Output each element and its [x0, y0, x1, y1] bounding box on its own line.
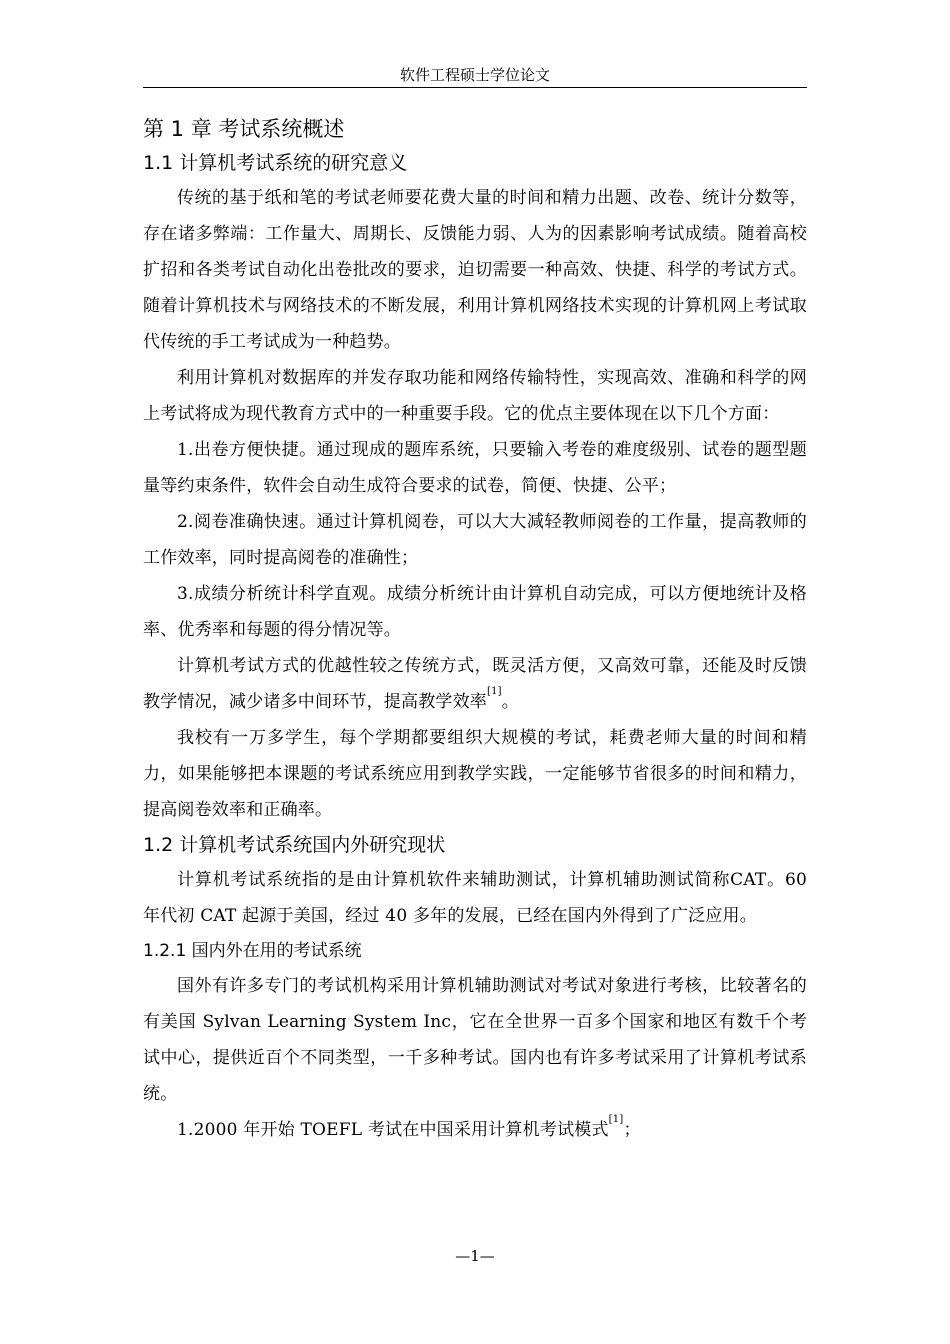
section-1-1-title: 1.1 计算机考试系统的研究意义 — [143, 152, 408, 174]
list-item: 3.成绩分析统计科学直观。成绩分析统计由计算机自动完成，可以方便地统计及格率、优秀率和每题的得分情况等。 — [143, 584, 807, 640]
section-1-2-title: 1.2 计算机考试系统国内外研究现状 — [143, 834, 446, 856]
list-item: 1.出卷方便快捷。通过现成的题库系统，只要输入考卷的难度级别、试卷的题型题量等约束条件，软件会自动生成符合要求的试卷，简便、快捷、公平； — [143, 440, 807, 496]
paragraph: 利用计算机对数据库的并发存取功能和网络传输特性，实现高效、准确和科学的网上考试将成为现代教育方式中的一种重要手段。它的优点主要体现在以下几个方面： — [143, 368, 807, 424]
paragraph: 传统的基于纸和笔的考试老师要花费大量的时间和精力出题、改卷、统计分数等，存在诸多弊端：工作量大、周期长、反馈能力弱、人为的因素影响考试成绩。随着高校扩招和各类考试自动化出卷批改的要求，迫切需要一种高效、快捷、科学的考试方式。随着计算机技术与网络技术的不断发展，利用计算机网络技术实现的计算机网上考试取代传统的手工考试成为一种趋势。 — [143, 188, 807, 352]
page-number: —1— — [455, 1247, 495, 1265]
paragraph: 我校有一万多学生，每个学期都要组织大规模的考试，耗费老师大量的时间和精力，如果能够把本课题的考试系统应用到教学实践，一定能够节省很多的时间和精力，提高阅卷效率和正确率。 — [143, 728, 807, 820]
citation-ref: [1] — [608, 1114, 624, 1125]
page-body — [143, 112, 807, 1148]
paragraph: 国外有许多专门的考试机构采用计算机辅助测试对考试对象进行考核，比较著名的有美国 Sylvan Learning System Inc，它在全世界一百多个国家和地区有数千个考试中心，提供近百个不同类型，一千多种考试。国内也有许多考试采用了计算机考试系统。 — [143, 976, 807, 1104]
list-item: 2.阅卷准确快速。通过计算机阅卷，可以大大减轻教师阅卷的工作量，提高教师的工作效率，同时提高阅卷的准确性； — [143, 512, 807, 568]
paragraph-end: 。 — [501, 692, 519, 712]
paragraph: 计算机考试系统指的是由计算机软件来辅助测试，计算机辅助测试简称CAT。60 年代初 CAT 起源于美国，经过 40 多年的发展，已经在国内外得到了广泛应用。 — [143, 870, 807, 926]
header-rule — [143, 87, 807, 88]
list-item — [143, 1112, 807, 1148]
chapter-title: 第 1 章 考试系统概述 — [143, 117, 345, 141]
running-header: 软件工程硕士学位论文 — [399, 66, 550, 84]
subsection-1-2-1-title: 1.2.1 国内外在用的考试系统 — [143, 941, 362, 961]
paragraph-end: ； — [623, 1120, 641, 1140]
paragraph-text: 计算机考试方式的优越性较之传统方式，既灵活方便，又高效可靠，还能及时反馈教学情况，减少诸多中间环节，提高教学效率 — [143, 656, 807, 712]
citation-ref: [1] — [487, 686, 502, 697]
paragraph-text: 1.2000 年开始 TOEFL 考试在中国采用计算机考试模式 — [177, 1120, 609, 1140]
paragraph — [143, 648, 807, 720]
